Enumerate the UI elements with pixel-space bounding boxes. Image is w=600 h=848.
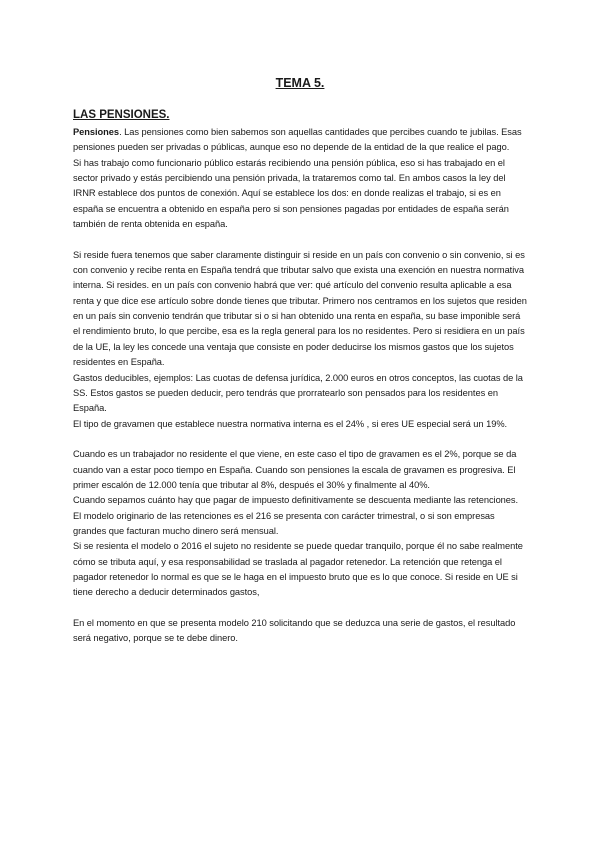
paragraph-pensiones bbox=[73, 125, 529, 156]
paragraph-text: . Las pensiones como bien sabemos son aquellas cantidades que percibes cuando te jubilas. Esas pensiones pueden ser privadas o públicas, aunque eso no depende de la entidad de la que realice el pago. bbox=[73, 127, 522, 153]
document-title: TEMA 5. bbox=[275, 76, 325, 90]
paragraph-funcionario: Si has trabajo como funcionario público estarás recibiendo una pensión pública, eso si has trabajado en el sector privado y estás percibiendo una pensión privada, la trataremos como tal. En ambos casos la ley del IRNR establece dos puntos de conexión. Aquí se establece los dos: en donde realizas el trabajo, si es en españa se encuentra a obtenido en españa pero si son pensiones pagadas por entidades de españa serán también de renta obtenida en españa. bbox=[73, 157, 509, 230]
paragraph-modelo-216: El modelo originario de las retenciones es el 216 se presenta con carácter trimestral, o si son empresas grandes que facturan mucho dinero será mensual. bbox=[73, 510, 495, 536]
document-body bbox=[73, 125, 529, 647]
paragraph-retenciones: Cuando sepamos cuánto hay que pagar de impuesto definitivamente se descuenta mediante las retenciones. bbox=[73, 495, 519, 506]
paragraph-pagador-retenedor: Si se resienta el modelo o 2016 el sujeto no residente se puede quedar tranquilo, porque él no sabe realmente cómo se tributa aquí, y esa responsabilidad se traslada al pagador retenedor. La retención que retenga el pagador retenedor lo normal es que se le haga en el impuesto bruto que es lo que conoce. Si reside en UE si tiene derecho a deducir determinados gastos, bbox=[73, 541, 523, 598]
paragraph-modelo-210: En el momento en que se presenta modelo 210 solicitando que se deduzca una serie de gastos, el resultado será negativo, porque se te debe dinero. bbox=[73, 618, 516, 644]
paragraph-gap bbox=[73, 232, 529, 247]
paragraph-gap bbox=[73, 432, 529, 447]
paragraph-tipo-gravamen: El tipo de gravamen que establece nuestra normativa interna es el 24% , si eres UE especial será un 19%. bbox=[73, 418, 508, 429]
paragraph-trabajador: Cuando es un trabajador no residente el que viene, en este caso el tipo de gravamen es el 2%, porque se da cuando van a estar poco tiempo en España. Cuando son pensiones la escala de gravamen es progresiva. El primer escalón de 12.000 tenía que tributar al 8%, después el 30% y finalmente al 40%. bbox=[73, 449, 517, 490]
paragraph-lead: Pensiones bbox=[73, 127, 120, 137]
paragraph-reside-fuera: Si reside fuera tenemos que saber claramente distinguir si reside en un país con convenio o sin convenio, si es con convenio y recibe renta en España tendrá que tributar salvo que exista una exención en nuestra normativa interna. Si resides. en un país con convenio habrá que ver: qué artículo del convenio resulta aplicable a esa renta y que dice ese artículo sobre donde tienes que tributar. Primero nos centramos en los sujetos que residen en un país sin convenio tendrán que tributar si o si han obtenido una renta en españa, su base imponible será el rendimiento bruto, lo que percibe, esa es la regla general para los no residentes. Pero si residiera en un país de la UE, la ley les concede una ventaja que consiste en poder deducirse los mismos gastos que los sujetos residentes en España. bbox=[73, 249, 527, 368]
paragraph-gap bbox=[73, 601, 529, 616]
section-heading: LAS PENSIONES. bbox=[73, 109, 170, 121]
paragraph-gastos: Gastos deducibles, ejemplos: Las cuotas de defensa jurídica, 2.000 euros en otros conceptos, las cuotas de la SS. Estos gastos se pueden deducir, pero tendrás que prorratearlo son pensados para los residentes en España. bbox=[73, 372, 523, 414]
